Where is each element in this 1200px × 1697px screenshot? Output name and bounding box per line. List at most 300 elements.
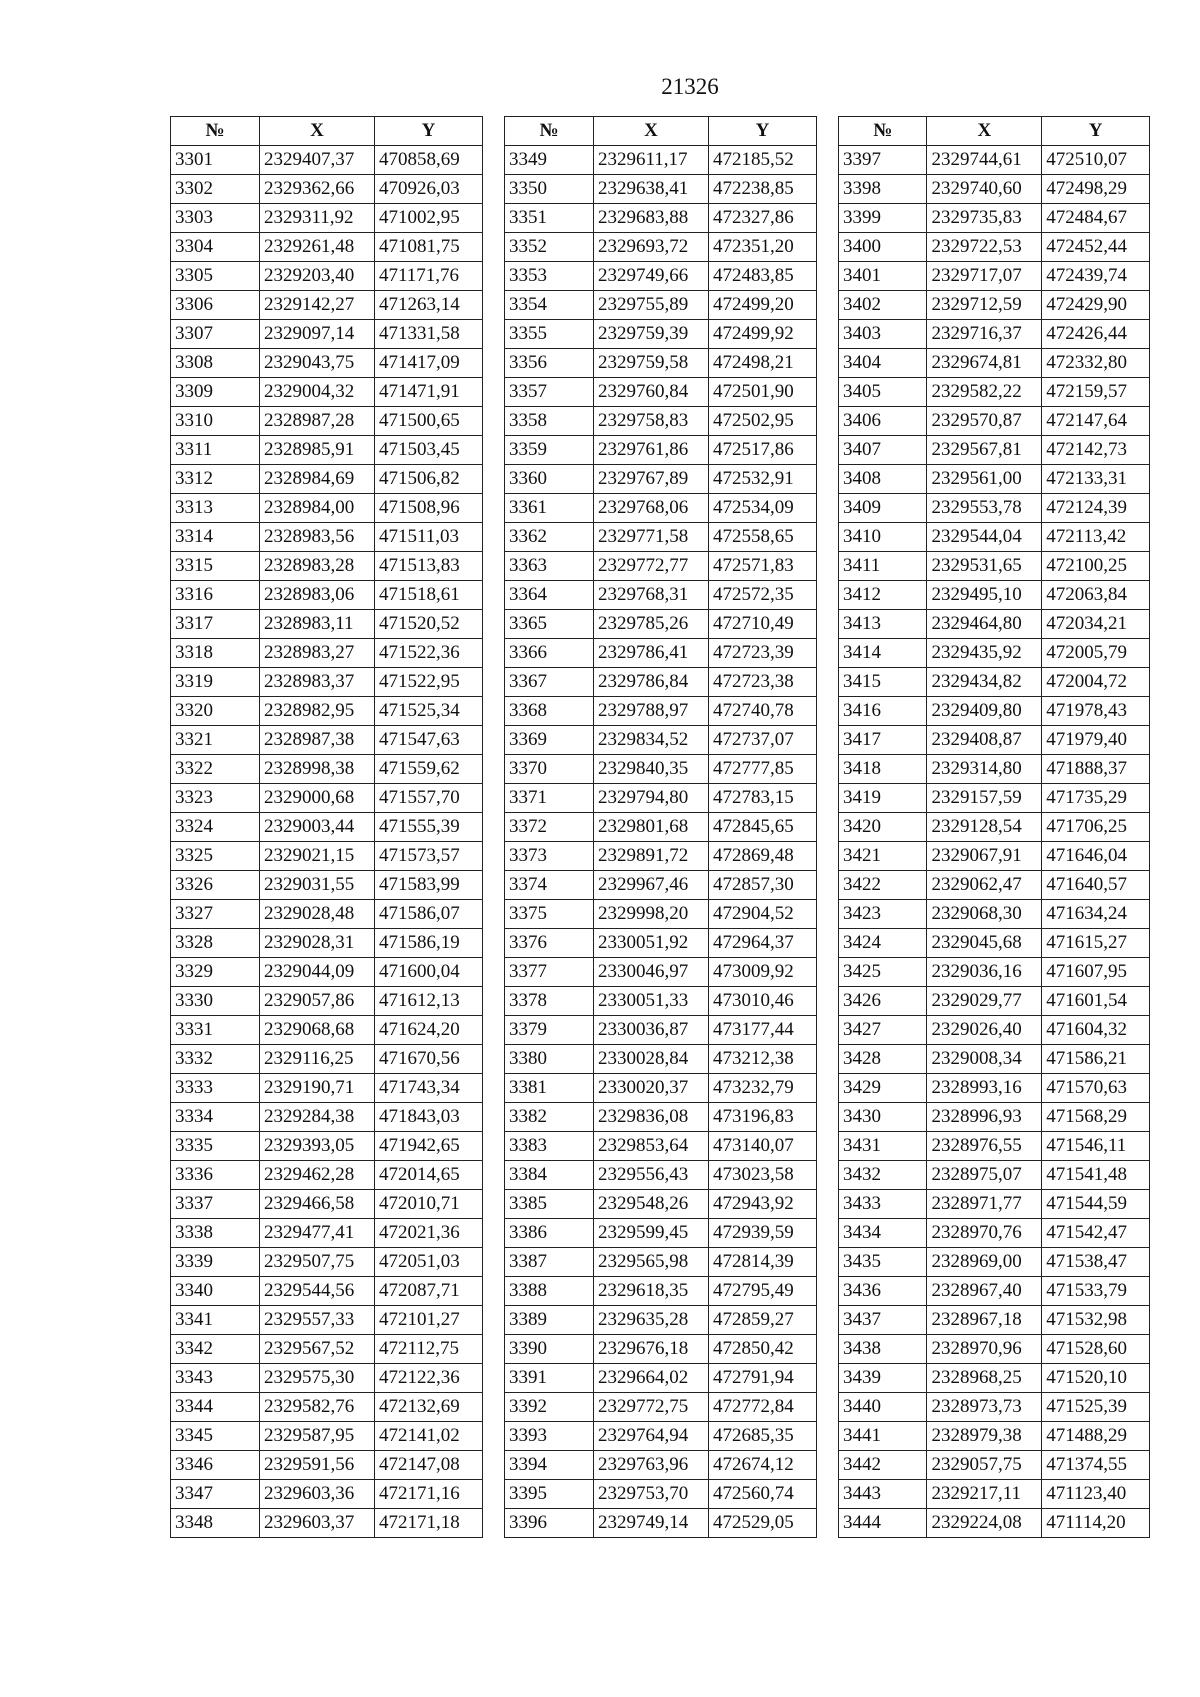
coordinate-table-1 <box>170 116 483 1538</box>
cell-number: 3413 <box>839 610 927 639</box>
cell-number: 3396 <box>505 1509 594 1538</box>
cell-x: 2329768,06 <box>594 494 709 523</box>
cell-y: 471634,24 <box>1042 900 1150 929</box>
table-row <box>839 726 1150 755</box>
cell-x: 2329190,71 <box>260 1074 375 1103</box>
coordinate-table-2 <box>504 116 817 1538</box>
cell-number: 3361 <box>505 494 594 523</box>
cell-y: 471979,40 <box>1042 726 1150 755</box>
cell-x: 2329068,68 <box>260 1016 375 1045</box>
cell-number: 3390 <box>505 1335 594 1364</box>
table-row <box>171 1045 483 1074</box>
cell-x: 2329362,66 <box>260 175 375 204</box>
table-row <box>505 813 817 842</box>
table-row <box>839 929 1150 958</box>
table-row <box>171 1509 483 1538</box>
cell-y: 471532,98 <box>1042 1306 1150 1335</box>
table-row <box>171 1451 483 1480</box>
table-row <box>171 407 483 436</box>
cell-y: 472685,35 <box>709 1422 817 1451</box>
cell-y: 472939,59 <box>709 1219 817 1248</box>
cell-number: 3437 <box>839 1306 927 1335</box>
cell-number: 3325 <box>171 842 260 871</box>
table-row <box>839 378 1150 407</box>
cell-x: 2328970,76 <box>927 1219 1042 1248</box>
cell-x: 2329570,87 <box>927 407 1042 436</box>
cell-x: 2329393,05 <box>260 1132 375 1161</box>
cell-number: 3436 <box>839 1277 927 1306</box>
cell-y: 472499,92 <box>709 320 817 349</box>
cell-x: 2328967,18 <box>927 1306 1042 1335</box>
cell-y: 472034,21 <box>1042 610 1150 639</box>
cell-y: 472429,90 <box>1042 291 1150 320</box>
table-row <box>505 1422 817 1451</box>
cell-y: 471538,47 <box>1042 1248 1150 1277</box>
table-row <box>171 842 483 871</box>
table-row <box>171 871 483 900</box>
cell-x: 2329408,87 <box>927 726 1042 755</box>
table-row <box>839 349 1150 378</box>
cell-x: 2329582,76 <box>260 1393 375 1422</box>
cell-number: 3343 <box>171 1364 260 1393</box>
cell-number: 3346 <box>171 1451 260 1480</box>
table-row <box>505 436 817 465</box>
cell-y: 473212,38 <box>709 1045 817 1074</box>
table-row <box>505 494 817 523</box>
cell-x: 2328987,38 <box>260 726 375 755</box>
cell-y: 471557,70 <box>375 784 483 813</box>
cell-number: 3318 <box>171 639 260 668</box>
cell-y: 471506,82 <box>375 465 483 494</box>
table-row <box>839 523 1150 552</box>
cell-number: 3399 <box>839 204 927 233</box>
cell-x: 2329801,68 <box>594 813 709 842</box>
cell-x: 2329768,31 <box>594 581 709 610</box>
cell-y: 472845,65 <box>709 813 817 842</box>
cell-number: 3317 <box>171 610 260 639</box>
cell-x: 2329786,84 <box>594 668 709 697</box>
cell-x: 2328976,55 <box>927 1132 1042 1161</box>
cell-number: 3440 <box>839 1393 927 1422</box>
cell-y: 471081,75 <box>375 233 483 262</box>
table-row <box>839 320 1150 349</box>
cell-x: 2329676,18 <box>594 1335 709 1364</box>
table-row <box>171 639 483 668</box>
table-row <box>505 1016 817 1045</box>
table-row <box>839 1277 1150 1306</box>
cell-y: 472014,65 <box>375 1161 483 1190</box>
cell-y: 472005,79 <box>1042 639 1150 668</box>
cell-x: 2329664,02 <box>594 1364 709 1393</box>
cell-number: 3369 <box>505 726 594 755</box>
cell-y: 473140,07 <box>709 1132 817 1161</box>
cell-y: 471586,21 <box>1042 1045 1150 1074</box>
cell-x: 2330046,97 <box>594 958 709 987</box>
header-number: № <box>171 117 260 146</box>
cell-number: 3434 <box>839 1219 927 1248</box>
table-row <box>505 523 817 552</box>
cell-number: 3433 <box>839 1190 927 1219</box>
cell-x: 2329744,61 <box>927 146 1042 175</box>
cell-x: 2329142,27 <box>260 291 375 320</box>
cell-x: 2328984,00 <box>260 494 375 523</box>
cell-x: 2329638,41 <box>594 175 709 204</box>
cell-number: 3425 <box>839 958 927 987</box>
cell-number: 3312 <box>171 465 260 494</box>
cell-number: 3385 <box>505 1190 594 1219</box>
cell-x: 2329477,41 <box>260 1219 375 1248</box>
cell-x: 2329618,35 <box>594 1277 709 1306</box>
cell-y: 472502,95 <box>709 407 817 436</box>
cell-y: 472532,91 <box>709 465 817 494</box>
cell-x: 2329544,04 <box>927 523 1042 552</box>
cell-y: 472558,65 <box>709 523 817 552</box>
cell-y: 471600,04 <box>375 958 483 987</box>
cell-number: 3313 <box>171 494 260 523</box>
cell-number: 3442 <box>839 1451 927 1480</box>
cell-number: 3324 <box>171 813 260 842</box>
cell-y: 472426,44 <box>1042 320 1150 349</box>
cell-x: 2328983,11 <box>260 610 375 639</box>
cell-number: 3359 <box>505 436 594 465</box>
cell-x: 2329045,68 <box>927 929 1042 958</box>
cell-number: 3418 <box>839 755 927 784</box>
cell-y: 472439,74 <box>1042 262 1150 291</box>
cell-number: 3334 <box>171 1103 260 1132</box>
cell-number: 3302 <box>171 175 260 204</box>
table-row <box>171 1103 483 1132</box>
cell-number: 3383 <box>505 1132 594 1161</box>
cell-y: 471888,37 <box>1042 755 1150 784</box>
cell-x: 2329561,00 <box>927 465 1042 494</box>
table-row <box>839 871 1150 900</box>
cell-y: 473232,79 <box>709 1074 817 1103</box>
table-row <box>171 1161 483 1190</box>
cell-number: 3316 <box>171 581 260 610</box>
cell-number: 3303 <box>171 204 260 233</box>
cell-x: 2329575,30 <box>260 1364 375 1393</box>
cell-y: 471518,61 <box>375 581 483 610</box>
cell-number: 3403 <box>839 320 927 349</box>
cell-number: 3353 <box>505 262 594 291</box>
cell-x: 2329567,52 <box>260 1335 375 1364</box>
table-row <box>505 1190 817 1219</box>
cell-x: 2329891,72 <box>594 842 709 871</box>
cell-x: 2329998,20 <box>594 900 709 929</box>
table-row <box>505 1132 817 1161</box>
cell-x: 2329217,11 <box>927 1480 1042 1509</box>
cell-number: 3347 <box>171 1480 260 1509</box>
cell-x: 2329062,47 <box>927 871 1042 900</box>
cell-y: 472327,86 <box>709 204 817 233</box>
table-row <box>839 842 1150 871</box>
cell-y: 471546,11 <box>1042 1132 1150 1161</box>
cell-number: 3309 <box>171 378 260 407</box>
cell-number: 3358 <box>505 407 594 436</box>
cell-y: 472814,39 <box>709 1248 817 1277</box>
cell-y: 471374,55 <box>1042 1451 1150 1480</box>
table-header-row <box>171 117 483 146</box>
cell-number: 3340 <box>171 1277 260 1306</box>
cell-number: 3417 <box>839 726 927 755</box>
cell-x: 2329836,08 <box>594 1103 709 1132</box>
cell-number: 3306 <box>171 291 260 320</box>
cell-y: 471735,29 <box>1042 784 1150 813</box>
cell-y: 471601,54 <box>1042 987 1150 1016</box>
cell-x: 2330036,87 <box>594 1016 709 1045</box>
cell-y: 472869,48 <box>709 842 817 871</box>
cell-x: 2329314,80 <box>927 755 1042 784</box>
table-row <box>171 958 483 987</box>
cell-y: 472964,37 <box>709 929 817 958</box>
cell-number: 3327 <box>171 900 260 929</box>
cell-number: 3393 <box>505 1422 594 1451</box>
coordinate-table-3 <box>838 116 1150 1538</box>
cell-number: 3322 <box>171 755 260 784</box>
cell-y: 472171,18 <box>375 1509 483 1538</box>
cell-number: 3427 <box>839 1016 927 1045</box>
cell-number: 3307 <box>171 320 260 349</box>
cell-number: 3364 <box>505 581 594 610</box>
cell-number: 3412 <box>839 581 927 610</box>
cell-y: 471171,76 <box>375 262 483 291</box>
cell-y: 472710,49 <box>709 610 817 639</box>
cell-x: 2329028,48 <box>260 900 375 929</box>
table-row <box>171 1132 483 1161</box>
cell-x: 2329029,77 <box>927 987 1042 1016</box>
table-row <box>171 1335 483 1364</box>
cell-x: 2330051,33 <box>594 987 709 1016</box>
table-row <box>171 1480 483 1509</box>
cell-number: 3395 <box>505 1480 594 1509</box>
cell-x: 2329635,28 <box>594 1306 709 1335</box>
cell-x: 2329157,59 <box>927 784 1042 813</box>
cell-y: 471123,40 <box>1042 1480 1150 1509</box>
cell-y: 472051,03 <box>375 1248 483 1277</box>
cell-number: 3366 <box>505 639 594 668</box>
table-row <box>505 146 817 175</box>
table-row <box>505 291 817 320</box>
table-row <box>839 610 1150 639</box>
cell-number: 3355 <box>505 320 594 349</box>
table-row <box>171 1219 483 1248</box>
table-row <box>171 1393 483 1422</box>
cell-y: 472010,71 <box>375 1190 483 1219</box>
cell-number: 3349 <box>505 146 594 175</box>
table-row <box>505 262 817 291</box>
table-row <box>505 1393 817 1422</box>
table-row <box>505 1509 817 1538</box>
table-row <box>171 494 483 523</box>
cell-number: 3400 <box>839 233 927 262</box>
cell-x: 2329853,64 <box>594 1132 709 1161</box>
table-row <box>171 1248 483 1277</box>
cell-number: 3402 <box>839 291 927 320</box>
cell-y: 473177,44 <box>709 1016 817 1045</box>
header-y: Y <box>1042 117 1150 146</box>
table-row <box>505 726 817 755</box>
cell-number: 3338 <box>171 1219 260 1248</box>
cell-y: 472740,78 <box>709 697 817 726</box>
cell-number: 3341 <box>171 1306 260 1335</box>
table-row <box>839 494 1150 523</box>
table-row <box>505 581 817 610</box>
cell-y: 471640,57 <box>1042 871 1150 900</box>
header-y: Y <box>709 117 817 146</box>
cell-y: 471002,95 <box>375 204 483 233</box>
cell-y: 471513,83 <box>375 552 483 581</box>
cell-y: 472534,09 <box>709 494 817 523</box>
cell-y: 471417,09 <box>375 349 483 378</box>
cell-x: 2329749,14 <box>594 1509 709 1538</box>
cell-number: 3439 <box>839 1364 927 1393</box>
table-row <box>171 581 483 610</box>
cell-x: 2329693,72 <box>594 233 709 262</box>
cell-y: 471528,60 <box>1042 1335 1150 1364</box>
table-row <box>505 639 817 668</box>
cell-y: 471624,20 <box>375 1016 483 1045</box>
cell-number: 3384 <box>505 1161 594 1190</box>
table-row <box>171 1422 483 1451</box>
table-row <box>839 1364 1150 1393</box>
cell-number: 3368 <box>505 697 594 726</box>
cell-y: 472087,71 <box>375 1277 483 1306</box>
table-row <box>171 1016 483 1045</box>
cell-x: 2330028,84 <box>594 1045 709 1074</box>
table-row <box>839 436 1150 465</box>
cell-y: 471706,25 <box>1042 813 1150 842</box>
cell-x: 2329763,96 <box>594 1451 709 1480</box>
cell-y: 472159,57 <box>1042 378 1150 407</box>
cell-x: 2329116,25 <box>260 1045 375 1074</box>
cell-x: 2329611,17 <box>594 146 709 175</box>
cell-number: 3388 <box>505 1277 594 1306</box>
cell-y: 471525,34 <box>375 697 483 726</box>
cell-x: 2328996,93 <box>927 1103 1042 1132</box>
cell-number: 3378 <box>505 987 594 1016</box>
cell-number: 3404 <box>839 349 927 378</box>
cell-y: 471471,91 <box>375 378 483 407</box>
table-row <box>505 697 817 726</box>
cell-number: 3323 <box>171 784 260 813</box>
cell-x: 2329603,36 <box>260 1480 375 1509</box>
cell-x: 2329565,98 <box>594 1248 709 1277</box>
cell-y: 472560,74 <box>709 1480 817 1509</box>
table-row <box>505 784 817 813</box>
cell-number: 3345 <box>171 1422 260 1451</box>
cell-number: 3424 <box>839 929 927 958</box>
table-row <box>505 871 817 900</box>
cell-y: 472101,27 <box>375 1306 483 1335</box>
cell-y: 472943,92 <box>709 1190 817 1219</box>
table-row <box>839 1422 1150 1451</box>
cell-number: 3382 <box>505 1103 594 1132</box>
cell-y: 471114,20 <box>1042 1509 1150 1538</box>
cell-y: 472332,80 <box>1042 349 1150 378</box>
cell-number: 3344 <box>171 1393 260 1422</box>
cell-y: 472674,12 <box>709 1451 817 1480</box>
cell-number: 3389 <box>505 1306 594 1335</box>
cell-y: 472351,20 <box>709 233 817 262</box>
table-row <box>505 175 817 204</box>
cell-x: 2329067,91 <box>927 842 1042 871</box>
cell-number: 3352 <box>505 233 594 262</box>
cell-number: 3387 <box>505 1248 594 1277</box>
cell-y: 471520,10 <box>1042 1364 1150 1393</box>
cell-number: 3397 <box>839 146 927 175</box>
cell-y: 473009,92 <box>709 958 817 987</box>
cell-x: 2329044,09 <box>260 958 375 987</box>
table-row <box>505 1161 817 1190</box>
coordinate-tables <box>170 116 1150 1586</box>
cell-y: 471570,63 <box>1042 1074 1150 1103</box>
cell-y: 472857,30 <box>709 871 817 900</box>
cell-x: 2329097,14 <box>260 320 375 349</box>
cell-number: 3310 <box>171 407 260 436</box>
cell-y: 472723,38 <box>709 668 817 697</box>
cell-x: 2329735,83 <box>927 204 1042 233</box>
cell-y: 471263,14 <box>375 291 483 320</box>
cell-x: 2329407,37 <box>260 146 375 175</box>
cell-x: 2329786,41 <box>594 639 709 668</box>
cell-x: 2329587,95 <box>260 1422 375 1451</box>
cell-x: 2329674,81 <box>927 349 1042 378</box>
cell-number: 3342 <box>171 1335 260 1364</box>
cell-y: 471500,65 <box>375 407 483 436</box>
cell-y: 471583,99 <box>375 871 483 900</box>
cell-x: 2329599,45 <box>594 1219 709 1248</box>
cell-x: 2328987,28 <box>260 407 375 436</box>
table-row <box>505 1335 817 1364</box>
cell-number: 3405 <box>839 378 927 407</box>
cell-number: 3438 <box>839 1335 927 1364</box>
cell-x: 2329758,83 <box>594 407 709 436</box>
cell-x: 2329021,15 <box>260 842 375 871</box>
table-row <box>839 1016 1150 1045</box>
table-row <box>171 465 483 494</box>
cell-number: 3321 <box>171 726 260 755</box>
cell-x: 2329284,38 <box>260 1103 375 1132</box>
cell-number: 3373 <box>505 842 594 871</box>
cell-y: 472171,16 <box>375 1480 483 1509</box>
cell-x: 2328983,37 <box>260 668 375 697</box>
cell-number: 3332 <box>171 1045 260 1074</box>
cell-x: 2329128,54 <box>927 813 1042 842</box>
cell-y: 472737,07 <box>709 726 817 755</box>
cell-number: 3408 <box>839 465 927 494</box>
cell-x: 2329409,80 <box>927 697 1042 726</box>
cell-number: 3301 <box>171 146 260 175</box>
table-row <box>505 610 817 639</box>
cell-x: 2329203,40 <box>260 262 375 291</box>
table-row <box>839 755 1150 784</box>
cell-x: 2329057,75 <box>927 1451 1042 1480</box>
cell-y: 472100,25 <box>1042 552 1150 581</box>
cell-x: 2329544,56 <box>260 1277 375 1306</box>
table-row <box>839 900 1150 929</box>
table-row <box>839 987 1150 1016</box>
table-row <box>839 784 1150 813</box>
cell-number: 3435 <box>839 1248 927 1277</box>
cell-y: 472501,90 <box>709 378 817 407</box>
cell-x: 2329772,77 <box>594 552 709 581</box>
table-row <box>839 291 1150 320</box>
table-row <box>839 1393 1150 1422</box>
cell-y: 471503,45 <box>375 436 483 465</box>
cell-y: 471547,63 <box>375 726 483 755</box>
cell-y: 471544,59 <box>1042 1190 1150 1219</box>
cell-number: 3379 <box>505 1016 594 1045</box>
